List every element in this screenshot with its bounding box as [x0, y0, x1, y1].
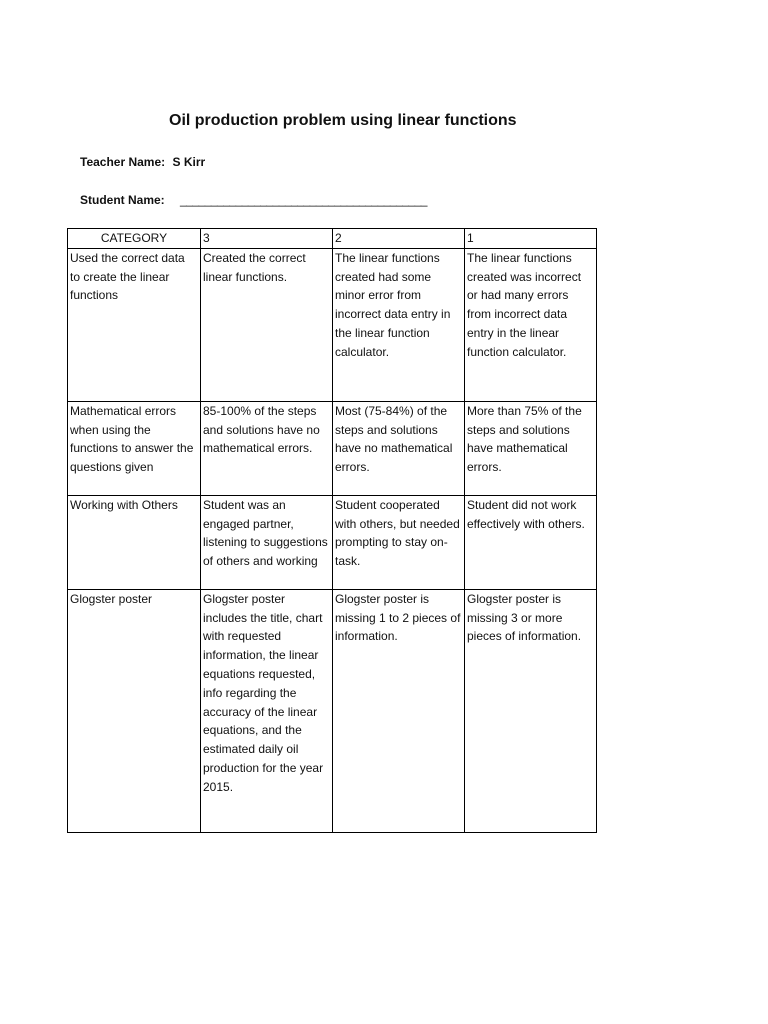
score-2-cell: The linear functions created had some minor error from incorrect data entry in the linear function calculator. [333, 248, 465, 401]
score-3-cell: 85-100% of the steps and solutions have no mathematical errors. [201, 401, 333, 495]
score-1-cell: Glogster poster is missing 3 or more pieces of information. [465, 589, 597, 832]
header-category: CATEGORY [68, 229, 201, 249]
table-row [68, 495, 597, 589]
student-name-row [80, 193, 427, 207]
score-2-cell: Student cooperated with others, but needed prompting to stay on-task. [333, 495, 465, 589]
score-1-cell: More than 75% of the steps and solutions have mathematical errors. [465, 401, 597, 495]
score-2-cell: Glogster poster is missing 1 to 2 pieces of information. [333, 589, 465, 832]
table-row [68, 589, 597, 832]
table-header-row [68, 229, 597, 249]
score-3-cell: Created the correct linear functions. [201, 248, 333, 401]
score-3-cell: Glogster poster includes the title, chart with requested information, the linear equations requested, info regarding the accuracy of the linear equations, and the estimated daily oil production for the year 2015. [201, 589, 333, 832]
rubric-table [67, 228, 597, 833]
category-cell: Glogster poster [68, 589, 201, 832]
category-cell: Used the correct data to create the linear functions [68, 248, 201, 401]
category-cell: Working with Others [68, 495, 201, 589]
score-1-cell: The linear functions created was incorrect or had many errors from incorrect data entry in the linear function calculator. [465, 248, 597, 401]
table-row [68, 248, 597, 401]
teacher-name-value: S Kirr [172, 155, 206, 169]
score-1-cell: Student did not work effectively with others. [465, 495, 597, 589]
student-name-blank: ________________________________________ [180, 193, 427, 207]
score-3-cell: Student was an engaged partner, listening to suggestions of others and working [201, 495, 333, 589]
header-score-1: 1 [465, 229, 597, 249]
score-2-cell: Most (75-84%) of the steps and solutions have no mathematical errors. [333, 401, 465, 495]
header-score-3: 3 [201, 229, 333, 249]
table-row [68, 401, 597, 495]
student-name-label: Student Name: [80, 193, 165, 207]
header-score-2: 2 [333, 229, 465, 249]
category-cell: Mathematical errors when using the functions to answer the questions given [68, 401, 201, 495]
teacher-name-label: Teacher Name: [80, 155, 166, 169]
document-title: Oil production problem using linear functions [169, 112, 517, 129]
teacher-name-row [80, 155, 205, 169]
